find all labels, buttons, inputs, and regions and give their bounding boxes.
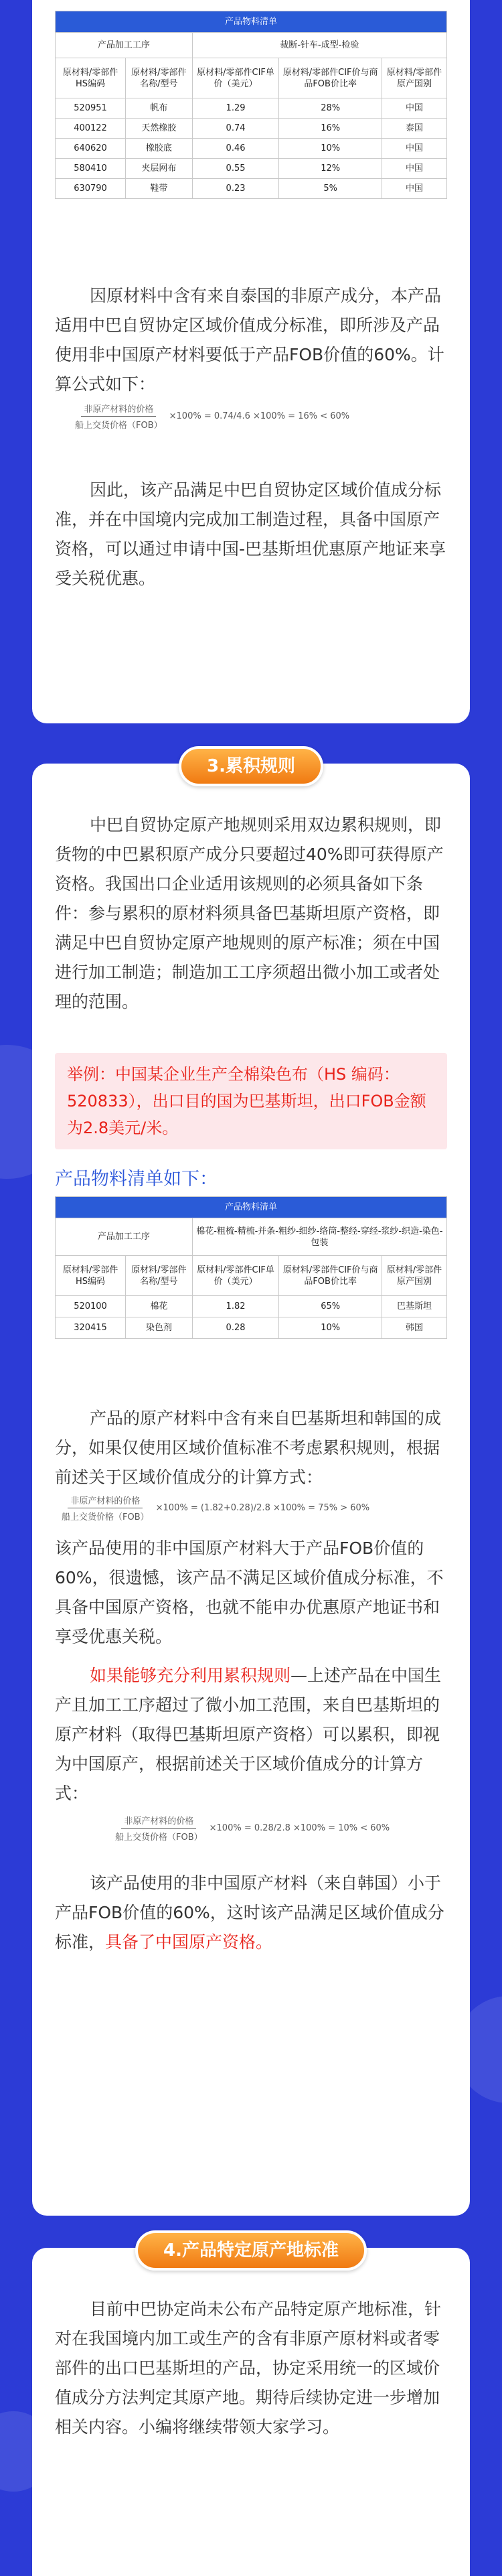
cell: 520100 [56, 1296, 126, 1317]
formula-denominator: 船上交货价格（FOB） [115, 1833, 203, 1843]
table-row [56, 1317, 447, 1339]
section-title-badge: 4.产品特定原产地标准 [135, 2230, 367, 2271]
body-text: 该产品使用的非中国原产材料（来自韩国）小于产品FOB价值的60%，这时该产品满足区域价值成分标准， [55, 1873, 444, 1952]
cell: 泰国 [382, 119, 446, 139]
process-value: 裁断-针车-成型-检验 [192, 33, 446, 58]
cell: 580410 [56, 159, 126, 179]
cell: 28% [279, 98, 382, 119]
section-card-3 [32, 756, 470, 2216]
formula-denominator: 船上交货价格（FOB） [75, 421, 163, 431]
cell: 中国 [382, 139, 446, 159]
column-header: 原材料/零部件CIF单价（美元） [192, 58, 279, 98]
table-row [56, 98, 447, 119]
cell: 0.23 [192, 179, 279, 199]
cell: 染色剂 [126, 1317, 193, 1339]
formula [72, 402, 349, 431]
column-header: 原材料/零部件CIF单价（美元） [192, 1256, 279, 1296]
cell: 1.29 [192, 98, 279, 119]
cell: 中国 [382, 159, 446, 179]
cell: 巴基斯坦 [382, 1296, 446, 1317]
column-header: 原材料/零部件HS编码 [56, 1256, 126, 1296]
column-header: 原材料/零部件CIF价与商品FOB价比率 [279, 1256, 382, 1296]
body-paragraph: 因此，该产品满足中巴自贸协定区域价值成分标准，并在中国境内完成加工制造过程，具备中国原产资格，可以通过申请中国-巴基斯坦优惠原产地证来享受关税优惠。 [55, 480, 446, 588]
column-header: 原材料/零部件HS编码 [56, 58, 126, 98]
body-paragraph: 该产品使用的非中国原产材料大于产品FOB价值的60%，很遗憾，该产品不满足区域价值成分标准，不具备中国原产资格，也就不能申办优惠原产地证书和享受优惠关税。 [55, 1539, 444, 1646]
column-header: 原材料/零部件名称/型号 [126, 1256, 193, 1296]
formula-fraction [72, 402, 165, 431]
body-text: —上述产品在中国生产且加工工序超过了微小加工范围，来自巴基斯坦的原产材料（取得巴基斯坦原产资格）可以累积，即视为中国原产，根据前述关于区域价值成分的计算方式： [55, 1666, 442, 1803]
formula-result: ×100% = 0.28/2.8 ×100% = 10% < 60% [209, 1823, 390, 1833]
table-row [56, 179, 447, 199]
process-value: 棉花-粗梳-精梳-并条-粗纱-细纱-络筒-整经-穿经-浆纱-织造-染色-包装 [192, 1218, 446, 1256]
table-title: 产品物料清单 [56, 1197, 447, 1218]
cell: 1.82 [192, 1296, 279, 1317]
cell: 天然橡胶 [126, 119, 193, 139]
cell: 640620 [56, 139, 126, 159]
formula-result: ×100% = 0.74/4.6 ×100% = 16% < 60% [169, 411, 350, 421]
column-header: 原材料/零部件原产国别 [382, 58, 446, 98]
body-paragraph [55, 1869, 447, 1957]
cell: 0.74 [192, 119, 279, 139]
formula-fraction [59, 1494, 152, 1522]
cell: 320415 [56, 1317, 126, 1339]
column-header: 原材料/零部件原产国别 [382, 1256, 446, 1296]
cell: 630790 [56, 179, 126, 199]
table-row [56, 119, 447, 139]
cell: 鞋带 [126, 179, 193, 199]
table-title: 产品物料清单 [56, 11, 447, 33]
example-box: 举例：中国某企业生产全棉染色布（HS 编码：520833），出口目的国为巴基斯坦，出口FOB金额为2.8美元/米。 [55, 1053, 447, 1149]
cell: 12% [279, 159, 382, 179]
cell: 520951 [56, 98, 126, 119]
column-header: 原材料/零部件CIF价与商品FOB价比率 [279, 58, 382, 98]
cell: 0.28 [192, 1317, 279, 1339]
formula [112, 1814, 390, 1843]
materials-table-2 [55, 1196, 447, 1339]
highlight-text: 具备了中国原产资格。 [105, 1932, 273, 1952]
cell: 5% [279, 179, 382, 199]
formula-numerator: 非原产材料的价格 [68, 1494, 143, 1508]
list-heading: 产品物料清单如下： [55, 1169, 218, 1190]
formula [59, 1494, 369, 1522]
cell: 韩国 [382, 1317, 446, 1339]
body-paragraph: 因原材料中含有来自泰国的非原产成分，本产品适用中巴自贸协定区域价值成分标准，即所涉及产品使用非中国原产材料要低于产品FOB价值的60%。计算公式如下： [55, 286, 444, 394]
body-paragraph [55, 1661, 447, 1808]
formula-numerator: 非原产材料的价格 [81, 402, 156, 417]
body-paragraph: 目前中巴协定尚未公布产品特定原产地标准，针对在我国境内加工或生产的含有非原产原材料或者零部件的出口巴基斯坦的产品，协定采用统一的区域价值成分方法判定其原产地。期待后续协定进一步增加相关内容。小编将继续带领大家学习。 [55, 2299, 442, 2437]
cell: 帆布 [126, 98, 193, 119]
cell: 0.46 [192, 139, 279, 159]
cell: 橡胶底 [126, 139, 193, 159]
cell: 0.55 [192, 159, 279, 179]
highlight-text: 如果能够充分利用累积规则 [90, 1666, 291, 1685]
body-paragraph: 中巴自贸协定原产地规则采用双边累积规则，即货物的中巴累积原产成分只要超过40%即可获得原产资格。我国出口企业适用该规则的必须具备如下条件：参与累积的原材料须具备巴基斯坦原产资格，即满足中巴自贸协定原产地规则的原产标准；须在中国进行加工制造；制造加工工序须超出微小加工或者处理的范围。 [55, 815, 444, 1011]
table-row [56, 159, 447, 179]
cell: 400122 [56, 119, 126, 139]
formula-numerator: 非原产材料的价格 [121, 1814, 196, 1829]
cell: 65% [279, 1296, 382, 1317]
formula-denominator: 船上交货价格（FOB） [62, 1512, 149, 1522]
table-row [56, 139, 447, 159]
section-card-4 [32, 2240, 470, 2576]
cell: 中国 [382, 179, 446, 199]
cell: 棉花 [126, 1296, 193, 1317]
cell: 10% [279, 1317, 382, 1339]
materials-table-1 [55, 11, 447, 199]
section-card-2 [32, 0, 470, 723]
process-label: 产品加工工序 [56, 1218, 193, 1256]
cell: 夹层网布 [126, 159, 193, 179]
cell: 10% [279, 139, 382, 159]
cell: 16% [279, 119, 382, 139]
section-title-badge: 3.累积规则 [179, 746, 323, 786]
formula-result: ×100% = (1.82+0.28)/2.8 ×100% = 75% > 60% [155, 1503, 370, 1513]
column-header: 原材料/零部件名称/型号 [126, 58, 193, 98]
formula-fraction [112, 1814, 205, 1843]
table-row [56, 1296, 447, 1317]
process-label: 产品加工工序 [56, 33, 193, 58]
body-paragraph: 产品的原产材料中含有来自巴基斯坦和韩国的成分，如果仅使用区域价值标准不考虑累积规则，根据前述关于区域价值成分的计算方式： [55, 1409, 442, 1487]
cell: 中国 [382, 98, 446, 119]
